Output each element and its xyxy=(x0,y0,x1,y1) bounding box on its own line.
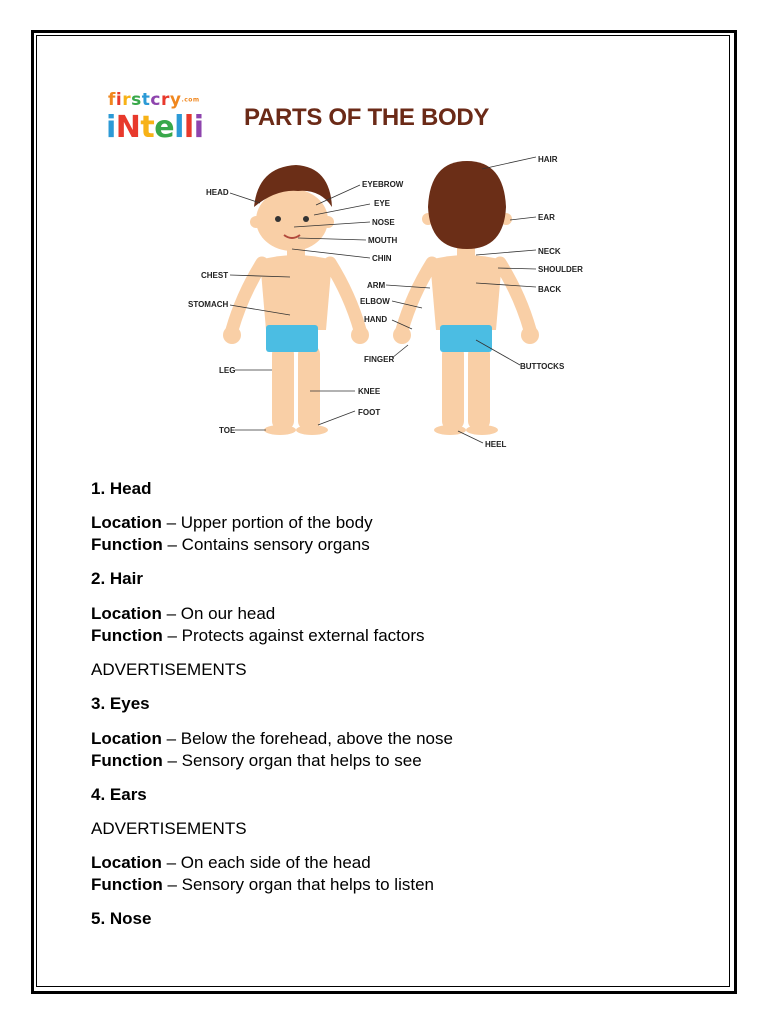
advertisement-label: ADVERTISEMENTS xyxy=(91,660,247,679)
section-heading: 4. Ears xyxy=(91,785,147,804)
front-figure xyxy=(223,165,369,435)
diagram-label: CHEST xyxy=(201,271,229,280)
function-line xyxy=(91,750,691,772)
diagram-label: NECK xyxy=(538,247,561,256)
diagram-label: FOOT xyxy=(358,408,381,417)
function-text: – Sensory organ that helps to see xyxy=(162,751,422,770)
logo-letter: s xyxy=(131,90,142,110)
logo-letter: r xyxy=(122,90,132,110)
diagram-label: TOE xyxy=(219,426,236,435)
logo-letter: l xyxy=(174,110,184,145)
function-line xyxy=(91,625,691,647)
logo-letter: y xyxy=(169,90,182,110)
body-parts-diagram xyxy=(180,145,600,455)
diagram-label: EYEBROW xyxy=(362,180,404,189)
function-text: – Sensory organ that helps to listen xyxy=(162,875,434,894)
diagram-label: ELBOW xyxy=(360,297,390,306)
logo-line-1 xyxy=(108,90,200,110)
function-line xyxy=(91,534,691,556)
diagram-label: FINGER xyxy=(364,355,395,364)
location-text: – On our head xyxy=(161,604,276,623)
section-heading: 5. Nose xyxy=(91,909,152,928)
location-line xyxy=(91,852,691,874)
location-label: Location xyxy=(91,513,162,532)
logo-line-2 xyxy=(106,110,204,145)
diagram-label: HAIR xyxy=(538,155,558,164)
diagram-label: KNEE xyxy=(358,387,381,396)
function-label: Function xyxy=(91,875,163,894)
location-text: – Below the forehead, above the nose xyxy=(161,729,453,748)
logo-letter: t xyxy=(140,110,155,145)
diagram-label: CHIN xyxy=(372,254,392,263)
section-heading: 2. Hair xyxy=(91,569,143,588)
diagram-label: BACK xyxy=(538,285,562,294)
diagram-label: HEEL xyxy=(485,440,507,449)
logo-letter: N xyxy=(115,110,141,145)
diagram-label: EYE xyxy=(374,199,391,208)
location-line xyxy=(91,512,691,534)
logo-letter: r xyxy=(160,90,170,110)
function-label: Function xyxy=(91,751,163,770)
diagram-label: HEAD xyxy=(206,188,229,197)
section-heading: 3. Eyes xyxy=(91,694,150,713)
location-label: Location xyxy=(91,853,162,872)
function-text: – Protects against external factors xyxy=(162,626,425,645)
section-heading: 1. Head xyxy=(91,479,152,498)
logo-letter: l xyxy=(183,110,194,145)
diagram-label: NOSE xyxy=(372,218,395,227)
location-label: Location xyxy=(91,604,162,623)
page-title: PARTS OF THE BODY xyxy=(244,104,490,131)
diagram-label: STOMACH xyxy=(188,300,229,309)
logo-letter: e xyxy=(154,110,175,145)
function-label: Function xyxy=(91,626,163,645)
logo-letter: i xyxy=(193,110,204,145)
location-text: – Upper portion of the body xyxy=(161,513,373,532)
location-label: Location xyxy=(91,729,162,748)
article-content xyxy=(91,478,691,930)
logo-suffix: .com xyxy=(181,96,200,104)
diagram-label: SHOULDER xyxy=(538,265,583,274)
body-parts-illustration xyxy=(180,145,600,455)
advertisement-label: ADVERTISEMENTS xyxy=(91,819,247,838)
diagram-label: ARM xyxy=(367,281,386,290)
logo-letter: i xyxy=(106,110,116,145)
function-line xyxy=(91,874,691,896)
logo-letter: c xyxy=(150,90,161,110)
function-label: Function xyxy=(91,535,163,554)
logo-letter: i xyxy=(115,90,123,110)
diagram-label: HAND xyxy=(364,315,388,324)
diagram-label: EAR xyxy=(538,213,555,222)
location-line xyxy=(91,728,691,750)
function-text: – Contains sensory organs xyxy=(162,535,370,554)
diagram-label: LEG xyxy=(219,366,236,375)
location-text: – On each side of the head xyxy=(161,853,371,872)
diagram-label: MOUTH xyxy=(368,236,398,245)
logo-letter: f xyxy=(108,90,116,110)
logo-letter: t xyxy=(141,90,151,110)
diagram-label: BUTTOCKS xyxy=(520,362,565,371)
location-line xyxy=(91,603,691,625)
back-figure xyxy=(393,161,539,435)
